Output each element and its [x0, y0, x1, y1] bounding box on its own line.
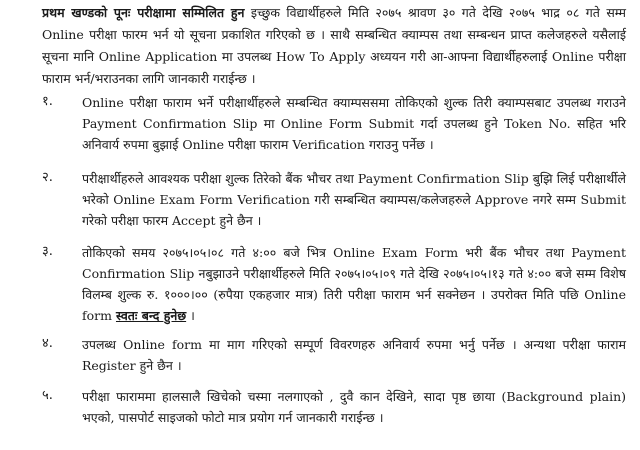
intro-paragraph [42, 2, 626, 90]
item-text: परीक्षा फाराममा हालसालै खिचेको चस्मा नलगाएको , दुवै कान देखिने, सादा पृष्ठ छाया (Background plain) भएको, पासपोर्ट साइजको फोटो मात्र प्रयोग गर्न जानकारी गराईन्छ । [82, 389, 626, 425]
item-text: परीक्षार्थीहरुले आवश्यक परीक्षा शुल्क तिरेको बैंक भौचर तथा Payment Confirmation Slip बुझि लिई परीक्षार्थीले भरेको Online Exam Form Verification गरी सम्बन्धित क्याम्पस/कलेजहरुले Approve नगरे सम्म Submit गरेको परीक्षा फारम Accept हुने छैन । [82, 171, 626, 228]
item-text: Online परीक्षा फाराम भर्ने परीक्षार्थीहरुले सम्बन्धित क्याम्पससमा तोकिएको शुल्क तिरी क्याम्पसबाट उपलब्ध गराउने Payment Confirmation Slip मा Online Form Submit गर्दा उपलब्ध हुने Token No. सहित भरि अनिवार्य रुपमा बुझाई Online परीक्षा फाराम Verification गराउनु पर्नेछ । [82, 95, 626, 152]
intro-text: इच्छुक विद्यार्थीहरुले मिति २०७५ श्रावण ३० गते देखि २०७५ भाद्र ०८ गते सम्म Online परीक्षा फारम भर्न यो सूचना प्रकाशित गरिएको छ । साथै सम्बन्धित क्याम्पस तथा सम्बन्धन प्राप्त कलेजहरुले यसैलाई सूचना मानि Online Application मा उपलब्ध How To Apply अध्ययन गरी आ-आफ्ना विद्यार्थीहरुलाई Online परीक्षा फाराम भर्न/भराउनका लागि जानकारी गराईन्छ । [42, 5, 626, 86]
intro-lead: प्रथम खण्डको पूनः परीक्षामा सम्मिलित हुन [42, 5, 245, 20]
item-number: ५. [42, 388, 53, 403]
item-number: ४. [42, 336, 53, 351]
item-text: उपलब्ध Online form मा माग गरिएको सम्पूर्ण विवरणहरु अनिवार्य रुपमा भर्नु पर्नेछ । अन्यथा परीक्षा फाराम Register हुने छैन । [82, 337, 626, 373]
item-text [82, 242, 626, 326]
item-number: १. [42, 94, 53, 109]
closing-notice-underlined: स्वतः बन्द हुनेछ [115, 308, 187, 323]
item-number: ३. [42, 244, 53, 259]
item-number: २. [42, 170, 53, 185]
item-text-main: तोकिएको समय २०७५।०५।०८ गते ४:०० बजे भित्र Online Exam Form भरी बैंक भौचर तथा Payment Confirmation Slip नबुझाउने परीक्षार्थीहरुले मिति २०७५।०५।०९ गते देखि २०७५।०५।१३ गते ४:०० बजे सम्म विशेष विलम्ब शुल्क रु. १०००।०० (रुपैया एकहजार मात्र) तिरी परीक्षा फाराम भर्न सक्नेछन । उपरोक्त मिति पछि Online form [82, 245, 626, 323]
item-text-end: । [186, 308, 195, 323]
